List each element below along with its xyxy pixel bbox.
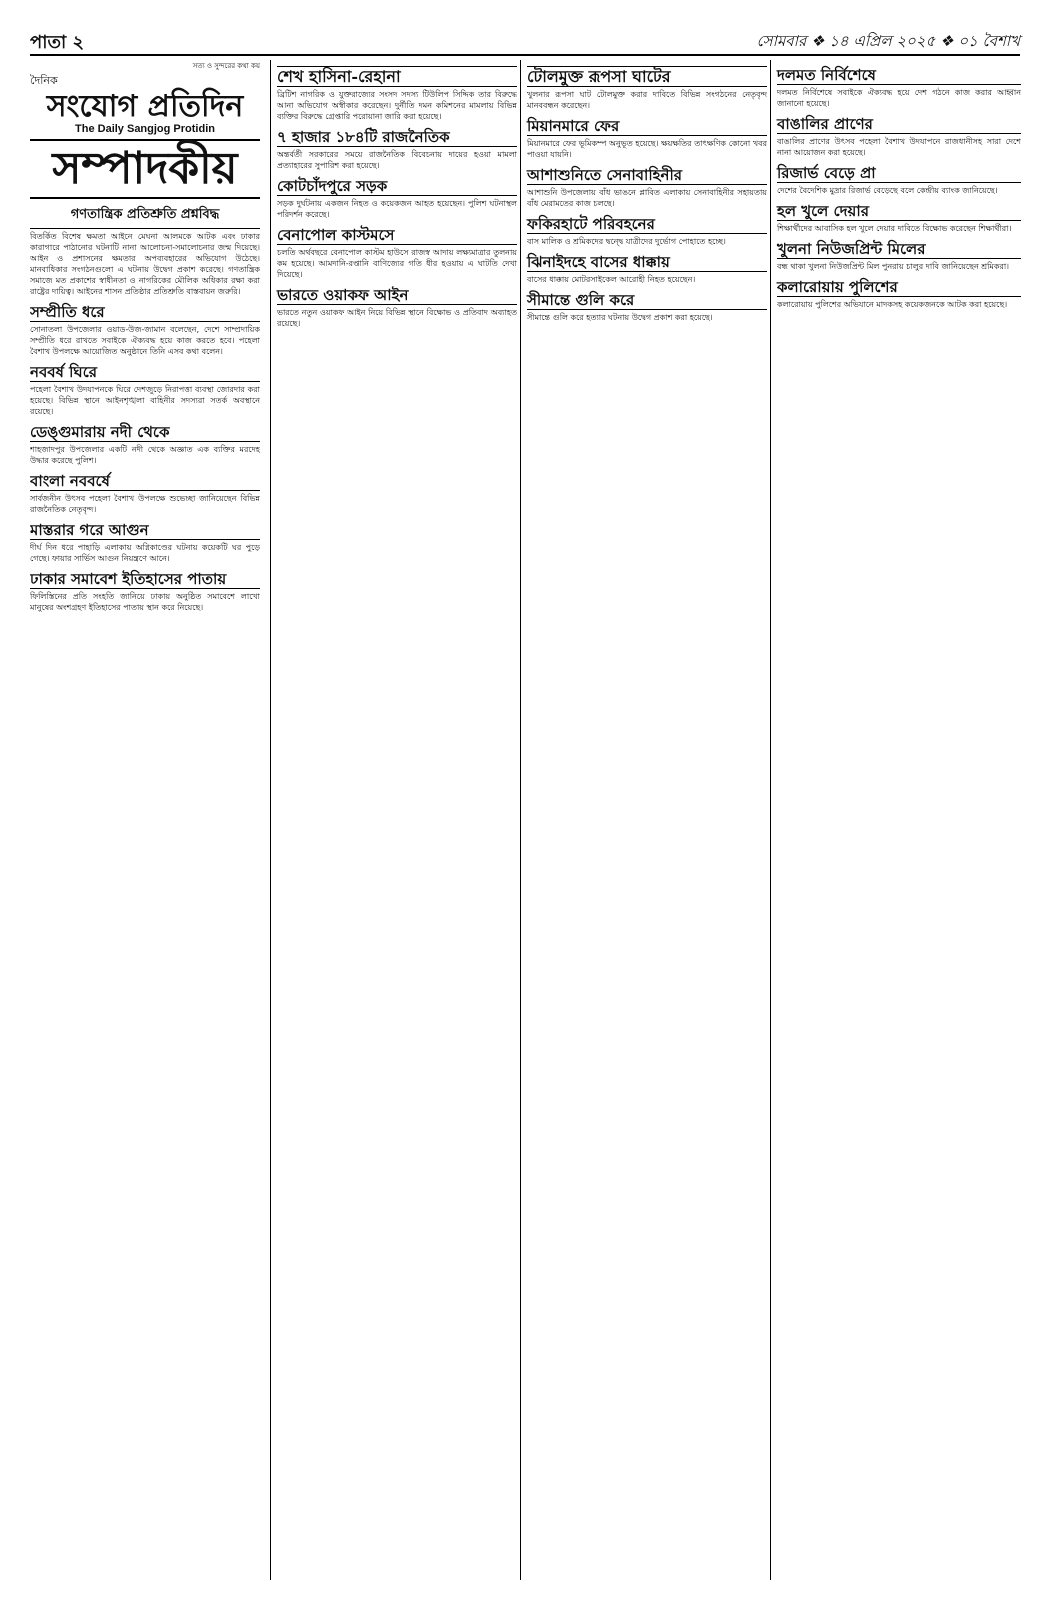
- article-headline: বেনাপোল কাস্টমসে: [277, 226, 517, 245]
- article-body: বাস মালিক ও শ্রমিকদের দ্বন্দ্বে যাত্রীদের দুর্ভোগ পোহাতে হচ্ছে।: [527, 237, 726, 246]
- article-body: অন্তর্বর্তী সরকারের সময়ে রাজনৈতিক বিবেচনায় দায়ের হওয়া মামলা প্রত্যাহারের সুপারিশ করা হয়েছে।: [277, 150, 517, 170]
- article-headline: সম্প্রীতি ধরে: [30, 303, 260, 322]
- column-4: [770, 60, 1021, 1580]
- page-number: পাতা ২: [30, 32, 85, 53]
- article-body: শাহজাদপুর উপজেলার একটি নদী থেকে অজ্ঞাত এক ব্যক্তির মরদেহ উদ্ধার করেছে পুলিশ।: [30, 445, 260, 465]
- col4-articles: [777, 66, 1021, 310]
- masthead-tagline: সত্য ও সুন্দরের কথা কয়: [192, 62, 260, 70]
- masthead: [30, 60, 260, 135]
- article-headline: বাংলা নববর্ষে: [30, 472, 260, 491]
- article-body: কলারোয়ায় পুলিশের অভিযানে মাদকসহ কয়েকজনকে আটক করা হয়েছে।: [777, 300, 1008, 309]
- masthead-title-en: The Daily Sangjog Protidin: [75, 123, 215, 135]
- editorial-body: বিতর্কিত বিশেষ ক্ষমতা আইনে মেঘনা আলমকে আটক এবং ঢাকার কারাগারে পাঠানোর ঘটনাটি নানা আলোচনা-সমালোচনার জন্ম দিয়েছে। আইন ও প্রশাসনের ক্ষমতার অপব্যবহারের অভিযোগ উঠেছে। মানবাধিকার সংগঠনগুলো এ ঘটনায় উদ্বেগ প্রকাশ করেছে। গণতান্ত্রিক সমাজে মত প্রকাশের স্বাধীনতা ও নাগরিকের মৌলিক অধিকার রক্ষা করা রাষ্ট্রের দায়িত্ব। আইনের শাসন প্রতিষ্ঠার প্রতিশ্রুতি বাস্তবায়ন জরুরি।: [30, 232, 260, 296]
- article-body: আশাশুনি উপজেলায় বাঁধ ভাঙনে প্লাবিত এলাকায় সেনাবাহিনীর সহায়তায় বাঁধ মেরামতের কাজ চলছে।: [527, 188, 767, 208]
- col3-articles: [527, 66, 767, 323]
- article-body: বাসের ধাক্কায় মোটরসাইকেল আরোহী নিহত হয়েছেন।: [527, 275, 696, 284]
- article-body: সীমান্তে গুলি করে হত্যার ঘটনায় উদ্বেগ প্রকাশ করা হয়েছে।: [527, 313, 713, 322]
- article-headline: রিজার্ভ বেড়ে প্রা: [777, 164, 1021, 183]
- article-headline: নববর্ষ ঘিরে: [30, 363, 260, 382]
- article-body: ব্রিটিশ নাগরিক ও যুক্তরাজ্যের সংসদ সদস্য টিউলিপ সিদ্দিক তার বিরুদ্ধে আনা অভিযোগ অস্বীকার করেছেন। দুর্নীতি দমন কমিশনের মামলায় বিভিন্ন ব্যক্তির বিরুদ্ধে গ্রেপ্তারি পরোয়ানা জারি করা হয়েছে।: [277, 90, 517, 121]
- article-body: দীর্ঘ দিন ধরে পাহাড়ি এলাকায় অগ্নিকাণ্ডের ঘটনায় কয়েকটি ঘর পুড়ে গেছে। ফায়ার সার্ভিস আগুন নিয়ন্ত্রণে আনে।: [30, 543, 260, 563]
- col1-articles: [30, 303, 260, 613]
- article-body: বাঙালির প্রাণের উৎসব পহেলা বৈশাখ উদযাপনে রাজধানীসহ সারা দেশে নানা আয়োজন করা হয়েছে।: [777, 137, 1021, 157]
- article-body: মিয়ানমারে ফের ভূমিকম্প অনুভূত হয়েছে। ক্ষয়ক্ষতির তাৎক্ষণিক কোনো খবর পাওয়া যায়নি।: [527, 139, 767, 159]
- article-body: সড়ক দুর্ঘটনায় একজন নিহত ও কয়েকজন আহত হয়েছেন। পুলিশ ঘটনাস্থল পরিদর্শন করেছে।: [277, 199, 517, 219]
- article-headline: ৭ হাজার ১৮৪টি রাজনৈতিক: [277, 128, 517, 147]
- article-headline: ফকিরহাটে পরিবহনের: [527, 215, 767, 234]
- article-headline: মাস্তরার গরে আগুন: [30, 521, 260, 540]
- column-1: [30, 60, 260, 1580]
- masthead-prefix: দৈনিক: [30, 74, 58, 87]
- article-headline: শেখ হাসিনা-রেহানা: [277, 66, 517, 87]
- article-body: পহেলা বৈশাখ উদযাপনকে ঘিরে দেশজুড়ে নিরাপত্তা ব্যবস্থা জোরদার করা হয়েছে। বিভিন্ন স্থানে আইনশৃঙ্খলা বাহিনীর সদস্যরা সতর্ক অবস্থানে রয়েছে।: [30, 385, 260, 416]
- article-headline: টোলমুক্ত রূপসা ঘাটের: [527, 66, 767, 87]
- article-body: শিক্ষার্থীদের আবাসিক হল খুলে দেয়ার দাবিতে বিক্ষোভ করেছেন শিক্ষার্থীরা।: [777, 224, 1012, 233]
- article-body: ফিলিস্তিনের প্রতি সংহতি জানিয়ে ঢাকায় অনুষ্ঠিত সমাবেশে লাখো মানুষের অংশগ্রহণ ইতিহাসের পাতায় স্থান করে নিয়েছে।: [30, 592, 260, 612]
- article-body: সোনাতলা উপজেলার ওয়াড-উজ-জামান বলেছেন, দেশে সাম্প্রদায়িক সম্প্রীতি ধরে রাখতে সবাইকে ঐক্যবদ্ধ হয়ে কাজ করতে হবে। পহেলা বৈশাখ উপলক্ষে আয়োজিত অনুষ্ঠানে তিনি এসব কথা বলেন।: [30, 325, 260, 356]
- article-headline: সীমান্তে গুলি করে: [527, 291, 767, 310]
- col2-articles: [277, 66, 517, 329]
- date-line: সোমবার ❖ ১৪ এপ্রিল ২০২৫ ❖ ০১ বৈশাখ: [756, 32, 1020, 50]
- article-headline: কোটচাঁদপুরে সড়ক: [277, 177, 517, 196]
- article-headline: ঢাকার সমাবেশ ইতিহাসের পাতায়: [30, 570, 260, 589]
- article-headline: বাঙালির প্রাণের: [777, 115, 1021, 134]
- article-body: দেশের বৈদেশিক মুদ্রার রিজার্ভ বেড়েছে বলে কেন্দ্রীয় ব্যাংক জানিয়েছে।: [777, 186, 998, 195]
- article-headline: দলমত নির্বিশেষে: [777, 66, 1021, 85]
- article-body: বন্ধ থাকা খুলনা নিউজপ্রিন্ট মিল পুনরায় চালুর দাবি জানিয়েছেন শ্রমিকরা।: [777, 262, 1010, 271]
- article-body: ভারতে নতুন ওয়াকফ আইন নিয়ে বিভিন্ন স্থানে বিক্ষোভ ও প্রতিবাদ অব্যাহত রয়েছে।: [277, 308, 517, 328]
- column-2: [270, 60, 517, 1580]
- article-body: চলতি অর্থবছরে বেনাপোল কাস্টম হাউসে রাজস্ব আদায় লক্ষ্যমাত্রার তুলনায় কম হয়েছে। আমদানি-রপ্তানি বাণিজ্যের গতি ধীর হওয়ায় এ ঘাটতি দেখা দিয়েছে।: [277, 248, 517, 279]
- column-3: [520, 60, 767, 1580]
- article-headline: ভারতে ওয়াকফ আইন: [277, 286, 517, 305]
- article-headline: খুলনা নিউজপ্রিন্ট মিলের: [777, 240, 1021, 259]
- article-body: খুলনার রূপসা ঘাট টোলমুক্ত করার দাবিতে বিভিন্ন সংগঠনের নেতৃবৃন্দ মানববন্ধন করেছেন।: [527, 90, 767, 110]
- masthead-title: সংযোগ প্রতিদিন: [46, 89, 244, 124]
- article-headline: কলারোয়ায় পুলিশের: [777, 278, 1021, 297]
- article-body: সার্বজনীন উৎসব পহেলা বৈশাখ উপলক্ষে শুভেচ্ছা জানিয়েছেন বিভিন্ন রাজনৈতিক নেতৃবৃন্দ।: [30, 494, 260, 514]
- article-headline: মিয়ানমারে ফের: [527, 117, 767, 136]
- article-body: দলমত নির্বিশেষে সবাইকে ঐক্যবদ্ধ হয়ে দেশ গঠনে কাজ করার আহ্বান জানানো হয়েছে।: [777, 88, 1021, 108]
- article-headline: আশাশুনিতে সেনাবাহিনীর: [527, 166, 767, 185]
- editorial-headline: গণতান্ত্রিক প্রতিশ্রুতি প্রশ্নবিদ্ধ: [30, 203, 260, 229]
- newspaper-page: [30, 28, 1020, 1588]
- article-headline: ডেঙ্গুমারায় নদী থেকে: [30, 423, 260, 442]
- article-headline: হল খুলে দেয়ার: [777, 202, 1021, 221]
- page-header: [30, 28, 1020, 56]
- article-headline: ঝিনাইদহে বাসের ধাক্কায়: [527, 253, 767, 272]
- editorial-label: সম্পাদকীয়: [30, 139, 260, 199]
